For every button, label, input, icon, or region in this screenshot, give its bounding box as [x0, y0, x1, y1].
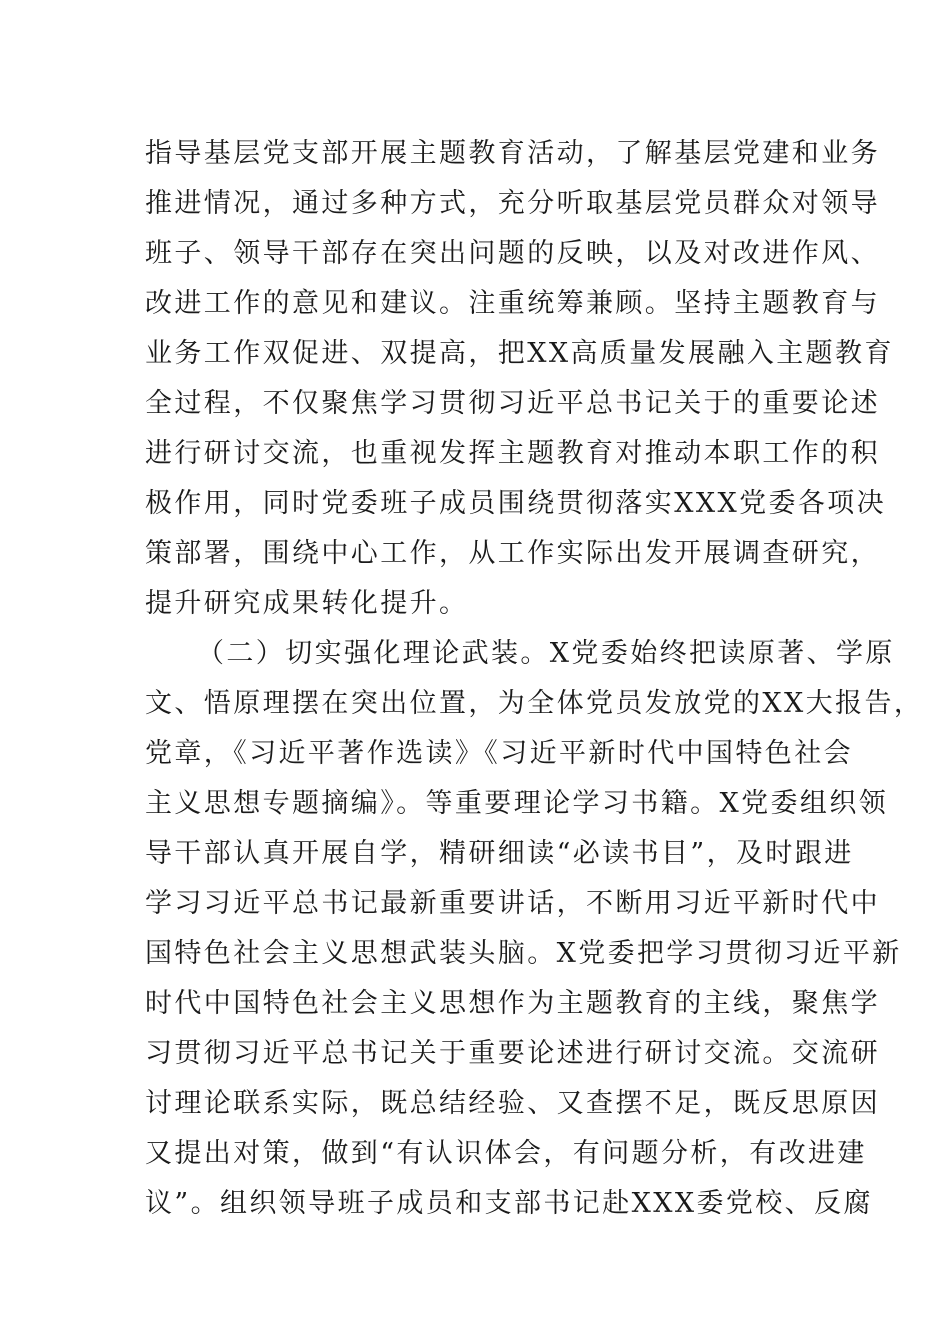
text-line: 全过程，不仅聚焦学习贯彻习近平总书记关于的重要论述: [145, 388, 880, 419]
text-line: 党章，《习近平著作选读》《习近平新时代中国特色社会: [145, 738, 853, 769]
text-line: 又提出对策，做到“有认识体会，有问题分析，有改进建: [145, 1138, 867, 1169]
text-line: 讨理论联系实际，既总结经验、又查摆不足，既反思原因: [145, 1088, 880, 1119]
section-heading-line: （二）切实强化理论武装。X党委始终把读原著、学原: [197, 638, 895, 669]
text-line: 学习习近平总书记最新重要讲话，不断用习近平新时代中: [145, 888, 880, 919]
text-line: 极作用，同时党委班子成员围绕贯彻落实XXX党委各项决: [145, 488, 887, 519]
text-line: 导干部认真开展自学，精研细读“必读书目”，及时跟进: [145, 838, 854, 869]
text-line: 进行研讨交流，也重视发挥主题教育对推动本职工作的积: [145, 438, 880, 469]
text-line: 班子、领导干部存在突出问题的反映，以及对改进作风、: [145, 238, 880, 269]
text-line: 指导基层党支部开展主题教育活动，了解基层党建和业务: [145, 138, 880, 169]
text-line: 时代中国特色社会主义思想作为主题教育的主线，聚焦学: [145, 988, 880, 1019]
text-line: 提升研究成果转化提升。: [145, 588, 469, 619]
text-line: 习贯彻习近平总书记关于重要论述进行研讨交流。交流研: [145, 1038, 880, 1069]
text-line: 文、悟原理摆在突出位置，为全体党员发放党的XX大报告，: [145, 688, 924, 719]
text-line: 议”。组织领导班子成员和支部书记赴XXX委党校、反腐: [145, 1188, 873, 1219]
text-line: 策部署，围绕中心工作，从工作实际出发开展调查研究，: [145, 538, 880, 569]
text-line: 国特色社会主义思想武装头脑。X党委把学习贯彻习近平新: [145, 938, 902, 969]
text-line: 业务工作双促进、双提高，把XX高质量发展融入主题教育: [145, 338, 894, 369]
text-line: 改进工作的意见和建议。注重统筹兼顾。坚持主题教育与: [145, 288, 880, 319]
text-line: 主义思想专题摘编》。等重要理论学习书籍。X党委组织领: [145, 788, 889, 819]
text-line: 推进情况，通过多种方式，充分听取基层党员群众对领导: [145, 188, 880, 219]
